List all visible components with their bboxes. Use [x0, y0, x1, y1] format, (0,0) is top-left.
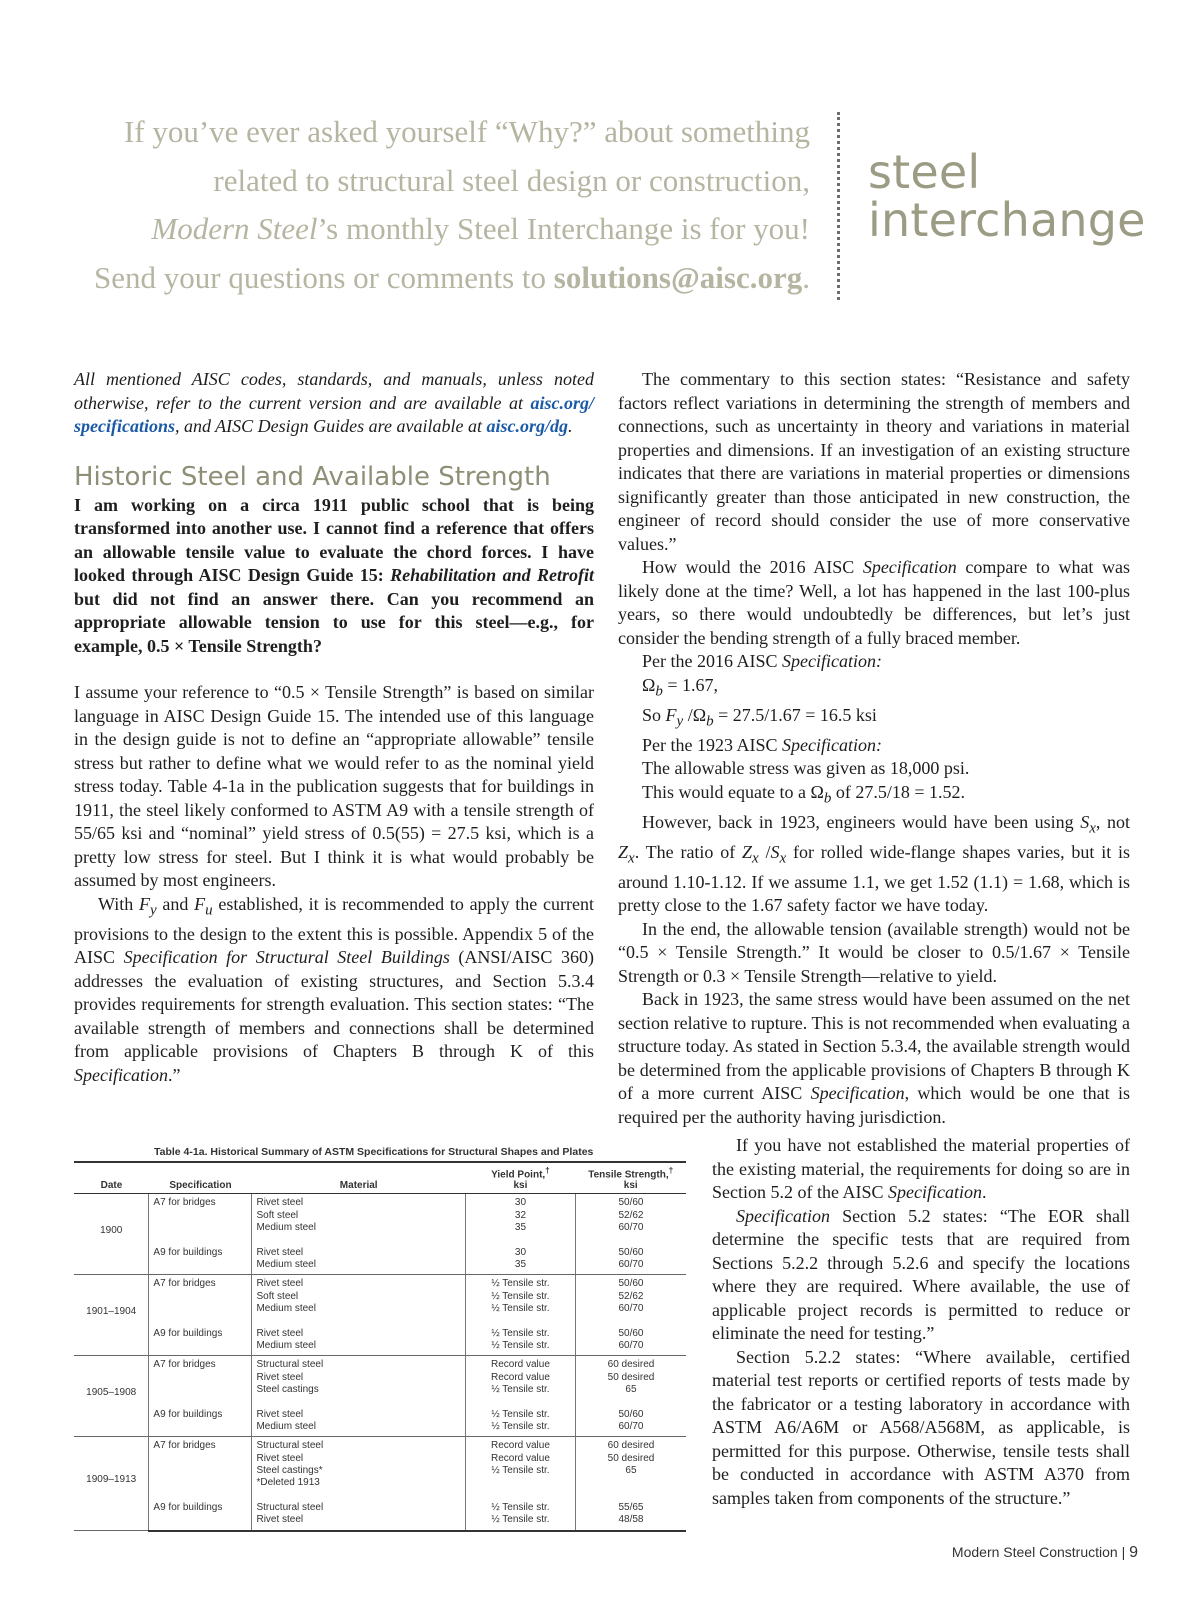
spec-cell: A9 for buildings	[149, 1244, 252, 1275]
yield-cell-line: Record value	[490, 1452, 550, 1464]
text: This would equate to a Ω	[642, 781, 824, 802]
publication-name: Modern Steel Construction |	[951, 1544, 1130, 1560]
yield-cell-line: Record value	[490, 1371, 550, 1383]
yield-cell-line: ½ Tensile str.	[491, 1290, 550, 1302]
equation-line	[618, 704, 1130, 734]
answer-paragraph: Section 5.2.2 states: “Where available, certified material test reports or certified reports of tests made by the fabricator or a testing laboratory in accordance with ASTM A6/A6M or A568/A568M, as applicable, is permitted for this purpose. Otherwise, tensile tests shall be conducted in accordance with ASTM A370 from samples taken from components of the structure.”	[712, 1346, 1130, 1508]
material-cell-line: Rivet steel	[256, 1246, 304, 1258]
material-cell-line: Rivet steel	[256, 1371, 304, 1383]
text: established, it is recommended to apply the current provisions to the design to the extent this is possible. Appendix 5 of the AISC	[74, 893, 594, 968]
material-cell-line: Medium steel	[256, 1221, 316, 1233]
header-date: Date	[74, 1162, 149, 1194]
yield-cell-line: ½ Tensile str.	[491, 1302, 550, 1314]
material-cell-line: Medium steel	[256, 1302, 316, 1314]
header-spec: Specification	[149, 1162, 252, 1194]
tensile-cell-line: 50/60	[618, 1246, 644, 1258]
text: = 27.5/1.67 = 16.5 ksi	[713, 704, 877, 725]
yield-cell-line: ½ Tensile str.	[491, 1383, 550, 1395]
material-cell-line: Medium steel	[256, 1340, 316, 1352]
header-unit: ksi	[623, 1180, 638, 1192]
header-text: Tensile Strength,	[588, 1169, 669, 1181]
intro-line: If you’ve ever asked yourself “Why?” about something	[123, 114, 810, 149]
question-italic: Rehabilitation and Retrofit	[390, 565, 595, 585]
tensile-cell	[575, 1325, 686, 1356]
subscript: x	[752, 850, 759, 867]
italic-title: Specification:	[782, 734, 882, 755]
text: How would the 2016 AISC	[642, 557, 863, 577]
brand-line: steel	[868, 145, 981, 199]
yield-cell-line: ½ Tensile str.	[491, 1327, 550, 1339]
material-cell	[252, 1356, 465, 1406]
dagger-mark: †	[668, 1165, 674, 1175]
answer-paragraph: The commentary to this section states: “Resistance and safety factors reflect variations in determining the strength of members and connections, such as uncertainty in theory and variations in material properties and dimensions. If an investigation of an existing structure indicates that there are variations in material properties or dimensions significantly greater than those anticipated in new construction, the engineer of record should consider the use of more conservative values.”	[618, 369, 1130, 554]
intro-line	[60, 205, 810, 254]
tensile-cell-line: 48/58	[618, 1514, 644, 1526]
italic-title: Specification	[736, 1205, 830, 1226]
italic-title: Specification	[862, 557, 957, 577]
tensile-cell-line: 50/60	[618, 1408, 644, 1420]
subscript: y	[150, 902, 157, 919]
header-material: Material	[252, 1162, 465, 1194]
yield-cell-line: ½ Tensile str.	[491, 1514, 550, 1526]
tensile-cell	[575, 1194, 686, 1244]
yield-cell-line: ½ Tensile str.	[491, 1464, 550, 1476]
tensile-cell	[575, 1406, 686, 1437]
tensile-cell	[575, 1244, 686, 1275]
answer-paragraph	[74, 893, 594, 1088]
yield-cell-line: 30	[514, 1246, 527, 1258]
text: With	[98, 893, 140, 914]
text: of 27.5/18 = 1.52.	[831, 781, 965, 802]
editor-note	[74, 368, 594, 439]
yield-cell-line: Record value	[490, 1440, 550, 1452]
article-heading: Historic Steel and Available Strength	[74, 461, 551, 492]
intro-line	[60, 254, 810, 303]
right-column-lower	[712, 1134, 1130, 1510]
left-column	[74, 368, 594, 1087]
yield-cell-line: ½ Tensile str.	[491, 1340, 550, 1352]
contact-email-link[interactable]: solutions@aisc.org	[553, 259, 803, 295]
italic-title: Specification:	[782, 651, 882, 671]
yield-cell	[465, 1244, 575, 1275]
equation-line: The allowable stress was given as 18,000 psi.	[642, 758, 970, 779]
astm-history-table	[74, 1146, 686, 1532]
answer-paragraph	[618, 556, 1130, 650]
tensile-cell-line: 60/70	[618, 1302, 644, 1314]
yield-cell	[465, 1499, 575, 1530]
text: So	[642, 704, 666, 725]
text: and	[156, 893, 195, 914]
equation-line	[618, 734, 1130, 758]
text: , which would be one that is required per the authority having jurisdiction.	[618, 1083, 1131, 1127]
tensile-cell-line: 52/62	[618, 1209, 644, 1221]
symbol: Z	[618, 841, 629, 862]
equation-line	[618, 650, 1130, 674]
text: Per the 2016 AISC	[642, 651, 783, 671]
spec-cell: A7 for bridges	[149, 1275, 252, 1325]
yield-cell-line: 32	[514, 1209, 527, 1221]
yield-cell-line	[470, 1477, 571, 1489]
specifications-link[interactable]: aisc.org/ specifications	[74, 392, 594, 436]
tensile-cell-line: 50 desired	[607, 1371, 655, 1383]
text: /Ω	[683, 704, 707, 725]
table-body	[74, 1194, 686, 1531]
subscript: x	[628, 850, 635, 867]
material-cell-line: Structural steel	[256, 1359, 324, 1371]
table-row	[74, 1406, 686, 1437]
material-cell	[252, 1325, 465, 1356]
subscript: y	[676, 713, 684, 730]
tensile-cell-line: 50 desired	[607, 1452, 655, 1464]
intro-text: Send your questions or comments to	[94, 259, 554, 295]
table-row	[74, 1325, 686, 1356]
yield-cell	[465, 1325, 575, 1356]
header-yield	[465, 1162, 575, 1194]
text: .”	[167, 1064, 181, 1085]
table-caption: Table 4-1a. Historical Summary of ASTM Specifications for Structural Shapes and Plates	[154, 1146, 594, 1158]
intro-callout	[60, 108, 810, 302]
tensile-cell	[575, 1499, 686, 1530]
table-row	[74, 1499, 686, 1530]
equation-line	[618, 674, 1130, 704]
table-row	[74, 1275, 686, 1325]
tensile-cell-line: 50/60	[618, 1197, 644, 1209]
material-cell-line: Structural steel	[256, 1440, 324, 1452]
yield-cell	[465, 1437, 575, 1499]
date-cell: 1905–1908	[74, 1356, 149, 1437]
yield-cell-line: ½ Tensile str.	[491, 1421, 550, 1433]
text: compare to what was likely done at the time? Well, a lot has happened in the last 100-plus years, so there would undoubtedly be differences, but let’s just consider the bending strength of a fully braced member.	[618, 557, 1130, 648]
material-cell-line: Soft steel	[256, 1290, 299, 1302]
text: However, back in 1923, engineers would have been using	[642, 811, 1081, 832]
symbol: S	[770, 841, 780, 862]
yield-cell-line: 35	[514, 1259, 527, 1271]
tensile-cell-line: 60/70	[618, 1340, 644, 1352]
material-cell	[252, 1406, 465, 1437]
tensile-cell-line: 55/65	[618, 1502, 644, 1514]
yield-cell	[465, 1406, 575, 1437]
yield-cell-line: 30	[514, 1197, 527, 1209]
spec-cell: A9 for buildings	[149, 1325, 252, 1356]
question-text: I am working on a circa 1911 public school that is being transformed into another use. I cannot find a reference that offers an allowable tensile value to evaluate the chord forces. I have looked through AISC Design Guide 15:	[74, 494, 594, 585]
subscript: x	[779, 850, 787, 867]
intro-text: ’s monthly Steel Interchange is for you!	[317, 211, 810, 246]
table-row	[74, 1194, 686, 1244]
answer-paragraph: I assume your reference to “0.5 × Tensile Strength” is based on similar language in AISC Design Guide 15. The intended use of this language in the design guide is not to define an “appropriate allowable” tensile stress but rather to define what we would refer to as the nominal yield stress today. Table 4-1a in the publication suggests that for buildings in 1911, the steel likely conformed to ASTM A9 with a tensile strength of 55/65 ksi and “nominal” yield stress of 0.5(55) = 27.5 ksi, which is a pretty low stress for steel. But I think it is what would probably be assumed by most engineers.	[74, 682, 594, 890]
page-number: 9	[1129, 1544, 1138, 1561]
material-cell	[252, 1275, 465, 1325]
yield-cell	[465, 1356, 575, 1406]
question-text: but did not find an answer there. Can you recommend an appropriate allowable tension to use for this steel—e.g., for example, 0.5 × Tensile Strength?	[74, 588, 594, 656]
header-tensile	[575, 1162, 686, 1194]
material-cell-line: *Deleted 1913	[256, 1476, 320, 1488]
note-text: , and AISC Design Guides are available at	[175, 416, 487, 436]
material-cell-line: Rivet steel	[256, 1452, 304, 1464]
yield-cell-line: ½ Tensile str.	[491, 1502, 550, 1514]
tensile-cell-line	[580, 1477, 682, 1489]
italic-title: Specification	[74, 1064, 168, 1085]
answer-paragraph	[618, 811, 1130, 918]
italic-title: Specification	[810, 1083, 905, 1104]
material-cell-line: Rivet steel	[256, 1327, 304, 1339]
text: . The ratio of	[634, 841, 743, 862]
tensile-cell-line: 65	[625, 1464, 637, 1476]
spec-cell: A7 for bridges	[149, 1437, 252, 1499]
text: Per the 1923 AISC	[642, 734, 783, 755]
yield-cell-line: 35	[514, 1221, 527, 1233]
header-unit: ksi	[513, 1180, 528, 1192]
yield-cell-line: ½ Tensile str.	[491, 1278, 550, 1290]
yield-cell	[465, 1275, 575, 1325]
text: .	[981, 1182, 987, 1202]
italic-title: Specification for Structural Steel Buildings	[123, 947, 450, 968]
header-text: Yield Point,	[491, 1169, 546, 1181]
material-cell-line: Steel castings*	[256, 1464, 323, 1476]
answer-paragraph	[618, 988, 1130, 1129]
text: Section 5.2 states: “The EOR shall determine the specific tests that are required from Sections 5.2.2 through 5.2.6 and specify the locations where they are required. Where available, the use of applicable project records is permitted to reduce or eliminate the need for testing.”	[712, 1205, 1130, 1343]
intro-line: related to structural steel design or construction,	[213, 162, 810, 198]
italic-title: Specification	[888, 1182, 982, 1202]
table-row	[74, 1244, 686, 1275]
note-text: All mentioned AISC codes, standards, and manuals, unless noted otherwise, refer to the current version and are available at	[74, 369, 594, 413]
material-cell-line: Rivet steel	[256, 1408, 304, 1420]
spec-cell: A7 for bridges	[149, 1194, 252, 1244]
material-cell-line: Structural steel	[256, 1502, 324, 1514]
tensile-cell-line: 52/62	[618, 1290, 644, 1302]
tensile-cell	[575, 1275, 686, 1325]
material-cell-line: Soft steel	[256, 1209, 299, 1221]
date-cell: 1909–1913	[74, 1437, 149, 1531]
tensile-cell	[575, 1356, 686, 1406]
symbol: F	[194, 893, 206, 914]
yield-cell-line: Record value	[490, 1359, 550, 1371]
subscript: b	[823, 790, 832, 807]
material-cell	[252, 1244, 465, 1275]
symbol: F	[665, 704, 677, 725]
note-text: .	[567, 416, 573, 436]
material-cell-line: Medium steel	[256, 1259, 316, 1271]
text: , not	[1095, 811, 1130, 832]
tensile-cell-line: 50/60	[618, 1278, 644, 1290]
yield-cell	[465, 1194, 575, 1244]
reader-question	[74, 494, 594, 659]
material-cell	[252, 1194, 465, 1244]
material-cell	[252, 1499, 465, 1530]
tensile-cell-line: 60 desired	[607, 1359, 655, 1371]
subscript: u	[205, 902, 213, 919]
material-cell-line: Rivet steel	[256, 1514, 304, 1526]
symbol: S	[1080, 811, 1090, 832]
tensile-cell-line: 60/70	[618, 1221, 644, 1233]
astm-table-figure	[74, 1146, 686, 1532]
material-cell-line: Medium steel	[256, 1421, 316, 1433]
table-row	[74, 1356, 686, 1406]
tensile-cell-line: 65	[625, 1383, 637, 1395]
tensile-cell-line: 60/70	[618, 1259, 644, 1271]
material-cell	[252, 1437, 465, 1499]
brand-line: interchange	[868, 193, 1146, 247]
answer-paragraph	[712, 1205, 1130, 1346]
material-cell-line: Steel castings	[256, 1383, 319, 1395]
tensile-cell-line: 60/70	[618, 1421, 644, 1433]
spec-cell: A7 for bridges	[149, 1356, 252, 1406]
answer-paragraph	[712, 1134, 1130, 1205]
table-header-row	[74, 1162, 686, 1194]
subscript: x	[1089, 820, 1096, 837]
date-cell: 1900	[74, 1194, 149, 1275]
answer-paragraph: In the end, the allowable tension (available strength) would not be “0.5 × Tensile Strength.” It would be closer to 0.5/1.67 × Tensile Strength or 0.3 × Tensile Strength—relative to yield.	[618, 918, 1130, 986]
material-cell-line: Rivet steel	[256, 1278, 304, 1290]
text: (ANSI/AISC 360) addresses the evaluation of existing structures, and Section 5.3.4 provides requirements for strength evaluation. This section states: “The available strength of members and connections shall be determined from applicable provisions of Chapters B through K of this	[74, 947, 594, 1062]
dotted-divider	[837, 112, 840, 300]
spec-cell: A9 for buildings	[149, 1406, 252, 1437]
equation-line	[618, 781, 1130, 811]
page-footer	[952, 1544, 1138, 1562]
magazine-name: Modern Steel	[151, 211, 318, 246]
symbol: F	[139, 893, 151, 914]
tensile-cell-line: 50/60	[618, 1327, 644, 1339]
text: If you have not established the material properties of the existing material, the requirements for doing so are in Section 5.2 of the AISC	[712, 1135, 1130, 1202]
right-column	[618, 368, 1130, 1129]
tensile-cell	[575, 1437, 686, 1499]
tensile-cell-line: 60 desired	[607, 1440, 655, 1452]
text: = 1.67,	[662, 674, 719, 695]
subscript: b	[706, 713, 714, 730]
table-row	[74, 1437, 686, 1499]
text: /	[758, 841, 771, 862]
material-cell-line: Rivet steel	[256, 1197, 304, 1209]
design-guides-link[interactable]: aisc.org/dg	[486, 416, 568, 436]
symbol: Z	[742, 841, 753, 862]
text: Back in 1923, the same stress would have been assumed on the net section relative to rupture. This is not recommended when evaluating a structure today. As stated in Section 5.3.4, the available strength would be determined from the applicable provisions of Chapters B through K of a more current AISC	[618, 989, 1130, 1104]
spec-cell: A9 for buildings	[149, 1499, 252, 1530]
subscript: b	[655, 683, 663, 700]
intro-text: .	[802, 259, 810, 295]
symbol: Ω	[642, 674, 656, 695]
date-cell: 1901–1904	[74, 1275, 149, 1356]
dagger-mark: †	[545, 1165, 550, 1175]
section-brand	[868, 145, 1146, 247]
text: for rolled wide-flange shapes varies, but it is around 1.10-1.12. If we assume 1.1, we get 1.52 (1.1) = 1.68, which is pretty close to the 1.67 safety factor we have today.	[618, 841, 1131, 916]
yield-cell-line: ½ Tensile str.	[491, 1408, 550, 1420]
